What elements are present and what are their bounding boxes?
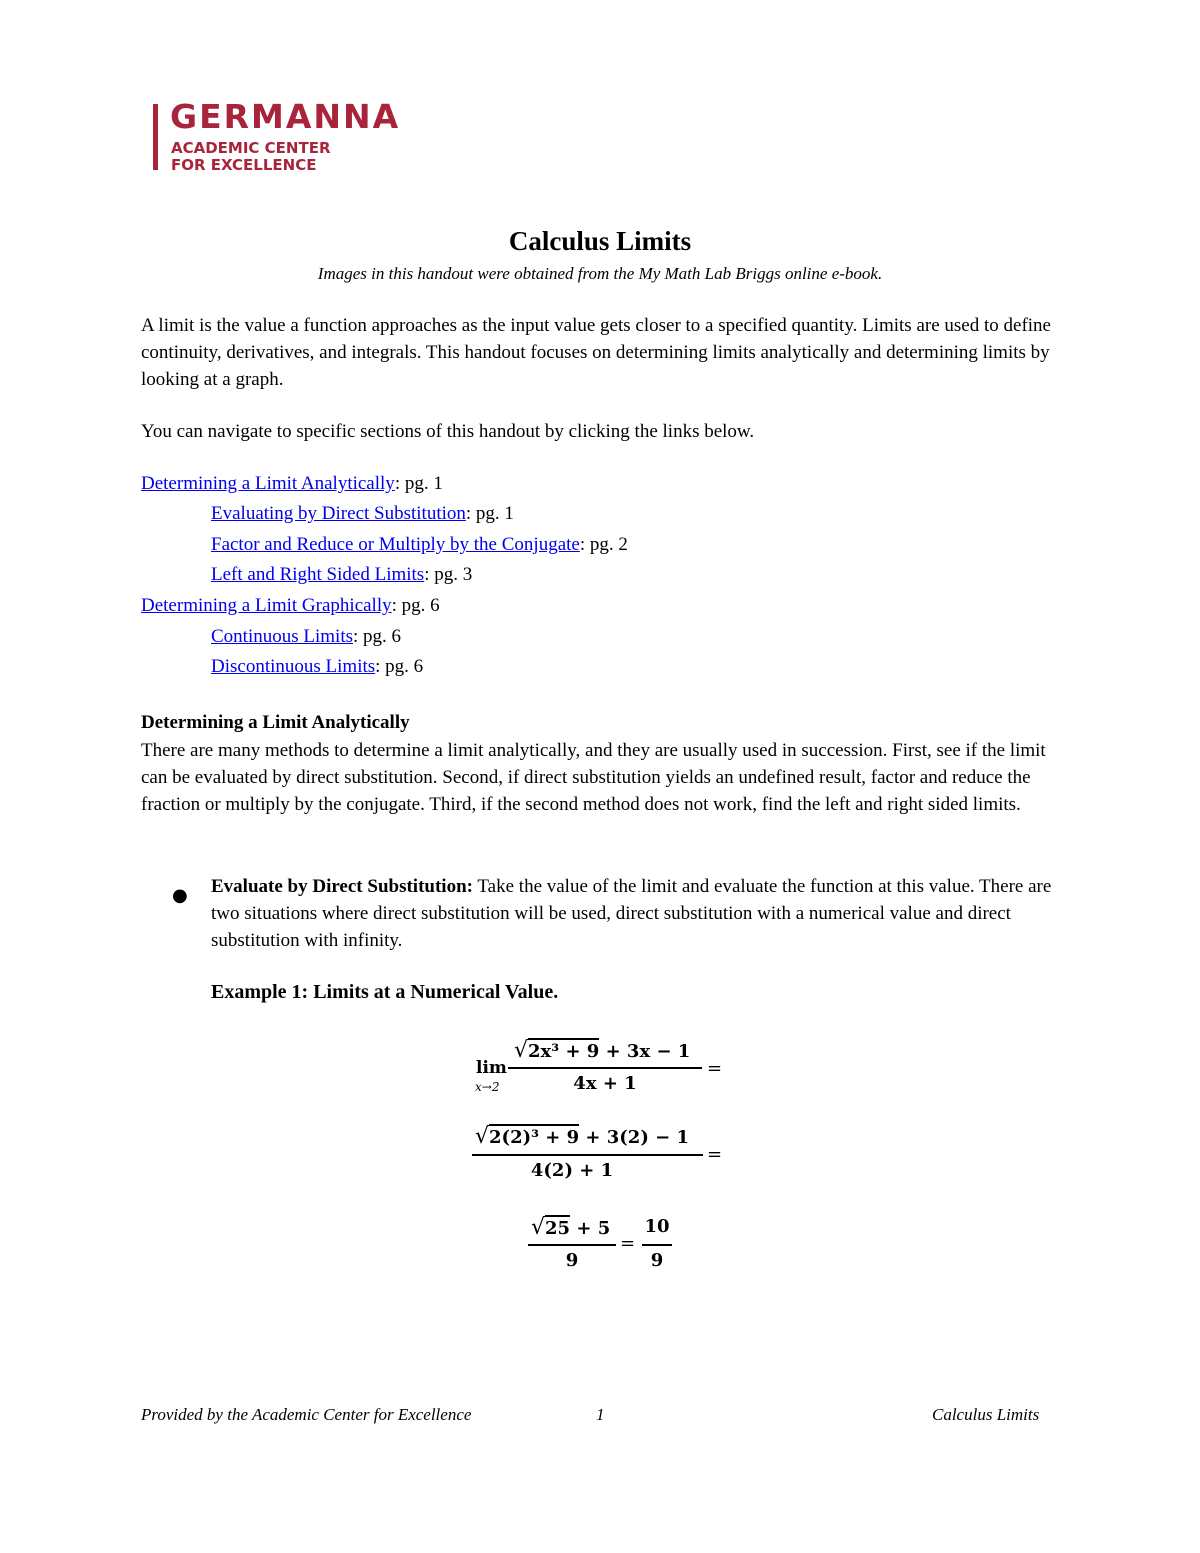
- eq2-numerator: √2(2)³ + 9 + 3(2) − 1: [475, 1124, 689, 1149]
- toc-link-graphically[interactable]: Determining a Limit Graphically: [141, 595, 392, 616]
- toc-link-continuous[interactable]: Continuous Limits: [211, 626, 353, 647]
- toc-link-analytically[interactable]: Determining a Limit Analytically: [141, 473, 395, 494]
- toc-item: Factor and Reduce or Multiply by the Conjugate: pg. 2: [211, 534, 628, 555]
- eq3-result-denominator: 9: [650, 1250, 664, 1271]
- toc-item: Determining a Limit Graphically: pg. 6: [141, 595, 440, 616]
- toc-item: Evaluating by Direct Substitution: pg. 1: [211, 503, 514, 524]
- logo-line-2: FOR EXCELLENCE: [171, 156, 317, 174]
- logo-accent-bar: [153, 104, 158, 170]
- page-subtitle: Images in this handout were obtained from the My Math Lab Briggs online e-book.: [317, 264, 883, 283]
- lim-subscript: x→2: [475, 1080, 500, 1094]
- toc-link-factor-reduce[interactable]: Factor and Reduce or Multiply by the Conjugate: [211, 534, 580, 555]
- toc-item: Determining a Limit Analytically: pg. 1: [141, 473, 443, 494]
- eq3-result-bar: [642, 1244, 672, 1246]
- eq2-equals: =: [707, 1144, 723, 1165]
- eq2-fraction-bar: [472, 1154, 703, 1156]
- eq3-result-numerator: 10: [644, 1216, 670, 1237]
- eq3-numerator: √25 + 5: [531, 1215, 611, 1240]
- lim-label: lim: [476, 1058, 507, 1078]
- toc-link-discontinuous[interactable]: Discontinuous Limits: [211, 656, 376, 677]
- page-title: Calculus Limits: [508, 226, 692, 256]
- eq1-denominator: 4x + 1: [573, 1073, 637, 1094]
- toc-item: Left and Right Sided Limits: pg. 3: [211, 564, 473, 585]
- eq1-fraction-bar: [508, 1067, 702, 1069]
- bullet-paragraph: [211, 873, 1061, 954]
- toc-item: Continuous Limits: pg. 6: [211, 626, 402, 647]
- eq2-denominator: 4(2) + 1: [530, 1160, 614, 1181]
- footer-page-number: 1: [596, 1405, 605, 1424]
- germanna-logo: [148, 90, 403, 198]
- intro-paragraph: A limit is the value a function approaches as the input value gets closer to a specified quantity. Limits are used to define continuity, derivatives, and integrals. This handout focuses on determining limits analytically and determining limits by looking at a graph.: [141, 315, 1051, 390]
- bullet-icon: ●: [172, 885, 188, 906]
- toc-item: Discontinuous Limits: pg. 6: [211, 656, 424, 677]
- bullet-text: Take the value of the limit and evaluate the function at this value. There are two situations where direct substitution will be used, direct substitution with a numerical value and direct substitution with infinity.: [211, 876, 1052, 951]
- bullet-lead: Evaluate by Direct Substitution:: [211, 876, 473, 897]
- logo-line-1: ACADEMIC CENTER: [171, 139, 331, 157]
- toc-link-left-right-limits[interactable]: Left and Right Sided Limits: [211, 564, 425, 585]
- eq3-fraction-bar: [528, 1244, 616, 1246]
- eq1-numerator: √2x³ + 9 + 3x − 1: [514, 1038, 691, 1063]
- eq1-equals: =: [707, 1058, 723, 1079]
- section-body: There are many methods to determine a limit analytically, and they are usually used in succession. First, see if the limit can be evaluated by direct substitution. Second, if direct substitution yields an undefined result, factor and reduce the fraction or multiply by the conjugate. Third, if the second method does not work, find the left and right sided limits.: [141, 740, 1046, 815]
- section-heading: Determining a Limit Analytically: [141, 712, 410, 733]
- toc-link-direct-substitution[interactable]: Evaluating by Direct Substitution: [211, 503, 466, 524]
- logo-name: GERMANNA: [170, 97, 401, 136]
- navigation-paragraph: You can navigate to specific sections of this handout by clicking the links below.: [141, 421, 755, 442]
- footer-right: Calculus Limits: [932, 1405, 1040, 1424]
- example-heading: Example 1: Limits at a Numerical Value.: [211, 981, 559, 1003]
- eq3-denominator: 9: [565, 1250, 579, 1271]
- footer-left: Provided by the Academic Center for Excellence: [141, 1405, 472, 1424]
- eq3-equals: =: [620, 1233, 636, 1254]
